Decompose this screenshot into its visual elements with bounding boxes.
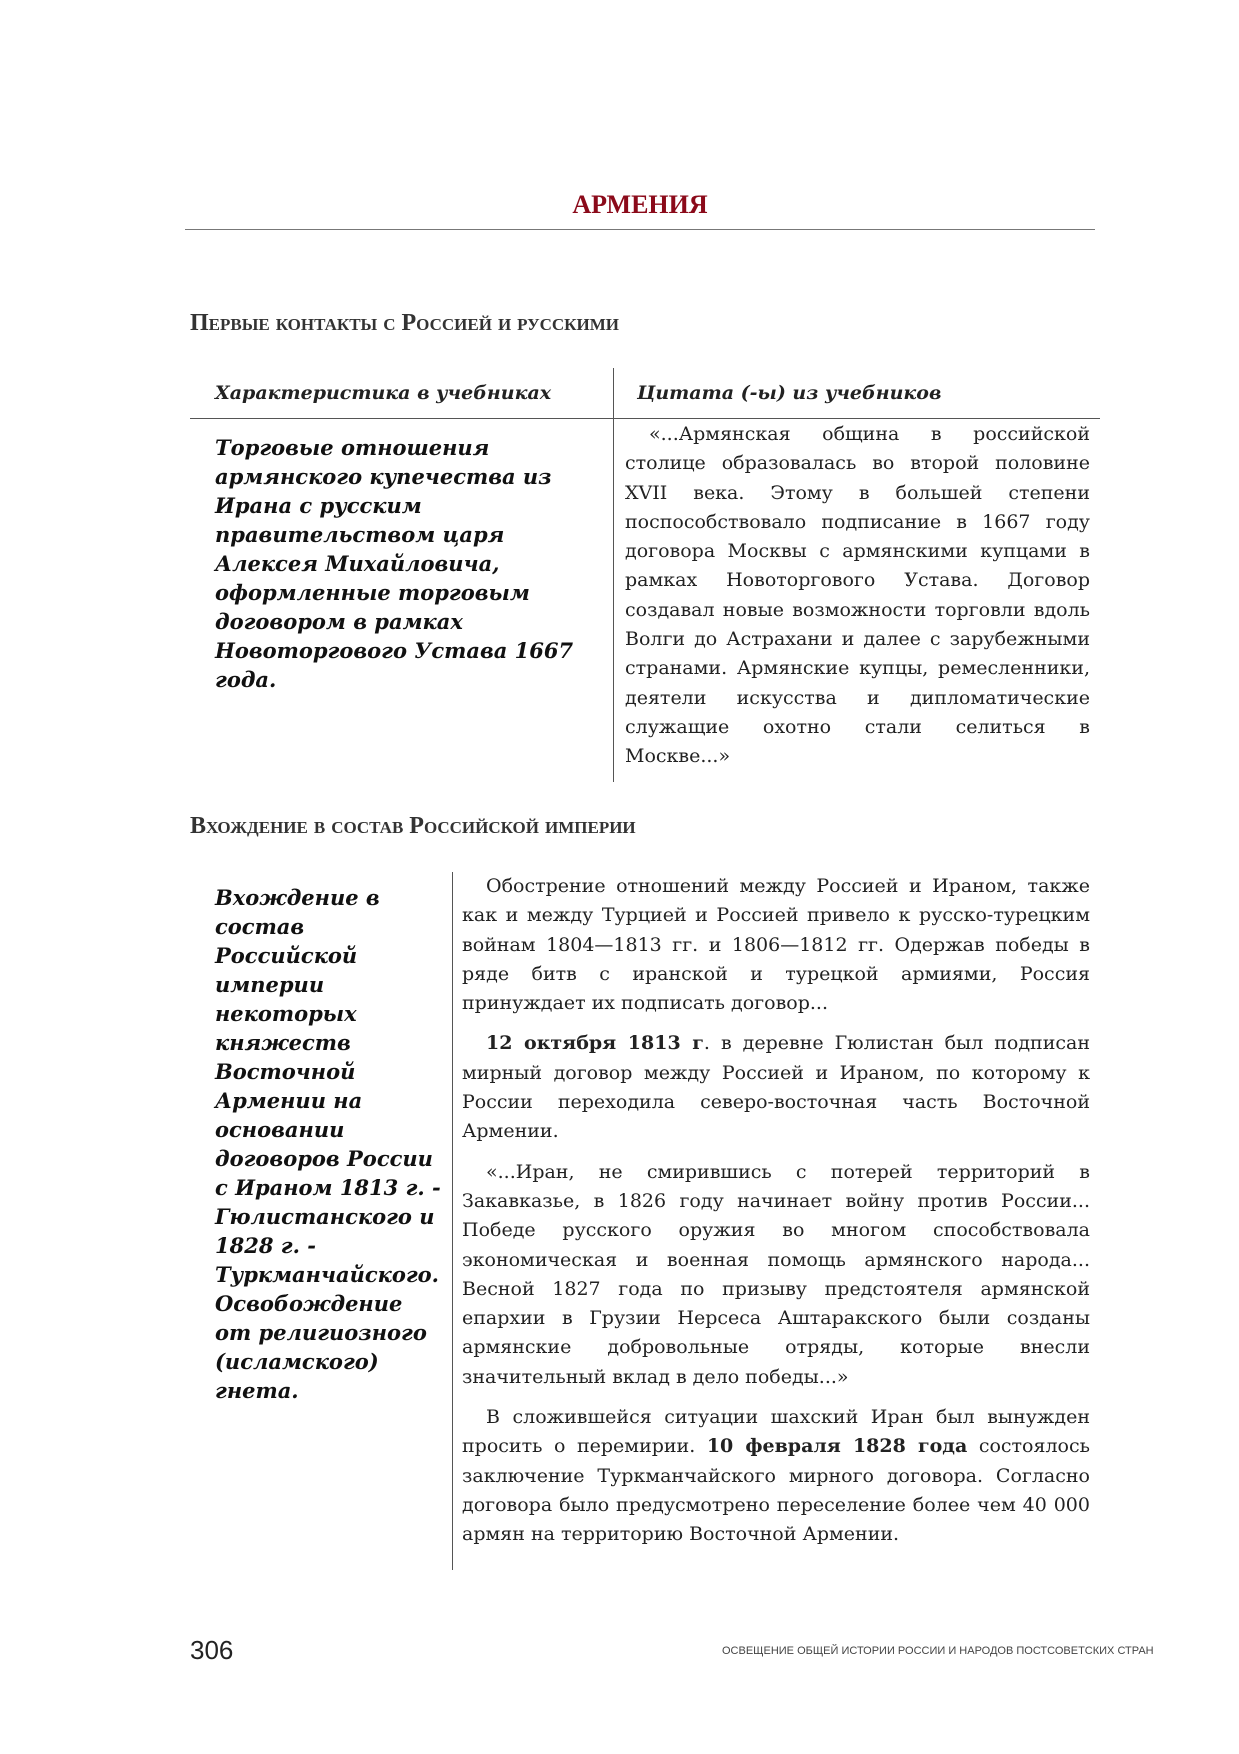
table-divider [452,872,453,1570]
quote-paragraph [462,1403,1090,1549]
table-divider [613,368,614,782]
quote-text [462,872,1090,1561]
page-title: АРМЕНИЯ [572,190,708,219]
date-bold: 10 февраля 1828 года [706,1435,968,1458]
column-header-characteristic: Характеристика в учебниках [215,382,552,404]
quote-text [625,420,1090,772]
section-heading-first-contacts: Первые контакты с Россией и русскими [190,310,619,336]
quote-paragraph: «...Армянская община в российской столице образовалась во второй половине XVII века. Этому в большей степени поспособствовало подписание в 1667 году договора Москвы с армянскими купцами в рамках Новоторгового Устава. Договор создавал новые возможности торговли вдоль Волги до Астрахани и далее с зарубежными странами. Армянские купцы, ремесленники, деятели искусства и дипломатические служащие охотно стали селиться в Москве...» [625,423,1090,768]
date-bold: 12 октября 1813 г [486,1032,704,1055]
running-title: ОСВЕЩЕНИЕ ОБЩЕЙ ИСТОРИИ РОССИИ И НАРОДОВ ПОСТСОВЕТСКИХ СТРАН [722,1645,1154,1657]
title-divider [185,229,1095,230]
quote-paragraph: Обострение отношений между Россией и Ираном, также как и между Турцией и Россией привело к русско-турецким войнам 1804—1813 гг. и 1806—1812 гг. Одержав победы в ряде битв с иранской и турецкой армиями, Россия принуждает их подписать договор... [462,875,1090,1015]
paragraph-text: состоялось заключение Туркманчайского мирного договора. Согласно договора было предусмотрено переселение более чем 40 000 армян на территорию Восточной Армении. [462,1435,1090,1546]
characteristic-text: Вхождение в состав Российской империи некоторых княжеств Восточной Армении на основании договоров России с Ираном 1813 г. - Гюлистанского и 1828 г. - Туркманчайского. Освобождение от религиозного (исламского) гнета. [215,885,441,1403]
section-heading-empire: Вхождение в состав Российской империи [190,813,636,839]
paragraph-text: В сложившейся ситуации шахский Иран был вынужден просить о перемирии. [462,1406,1090,1458]
quote-paragraph [462,1029,1090,1146]
characteristic-text: Торговые отношения армянского купечества из Ирана с русским правительством царя Алексея Михайловича, оформленные торговым договором в рамках Новоторгового Устава 1667 года. [215,435,574,692]
column-header-quote: Цитата (-ы) из учебников [637,382,942,404]
quote-paragraph: «...Иран, не смирившись с потерей территорий в Закавказье, в 1826 году начинает войну против России... Победе русского оружия во многом способствовала экономическая и военная помощь армянского народа... Весной 1827 года по призыву предстоятеля армянской епархии в Грузии Нерсеса Аштаракского были созданы армянские добровольные отряды, которые внесли значительный вклад в дело победы...» [462,1160,1090,1388]
page-number: 306 [190,1635,234,1665]
paragraph-text: . в деревне Гюлистан был подписан мирный договор между Россией и Ираном, по которому к России переходила северо-восточная часть Восточной Армении. [462,1032,1090,1143]
table-header-rule [190,418,1100,419]
